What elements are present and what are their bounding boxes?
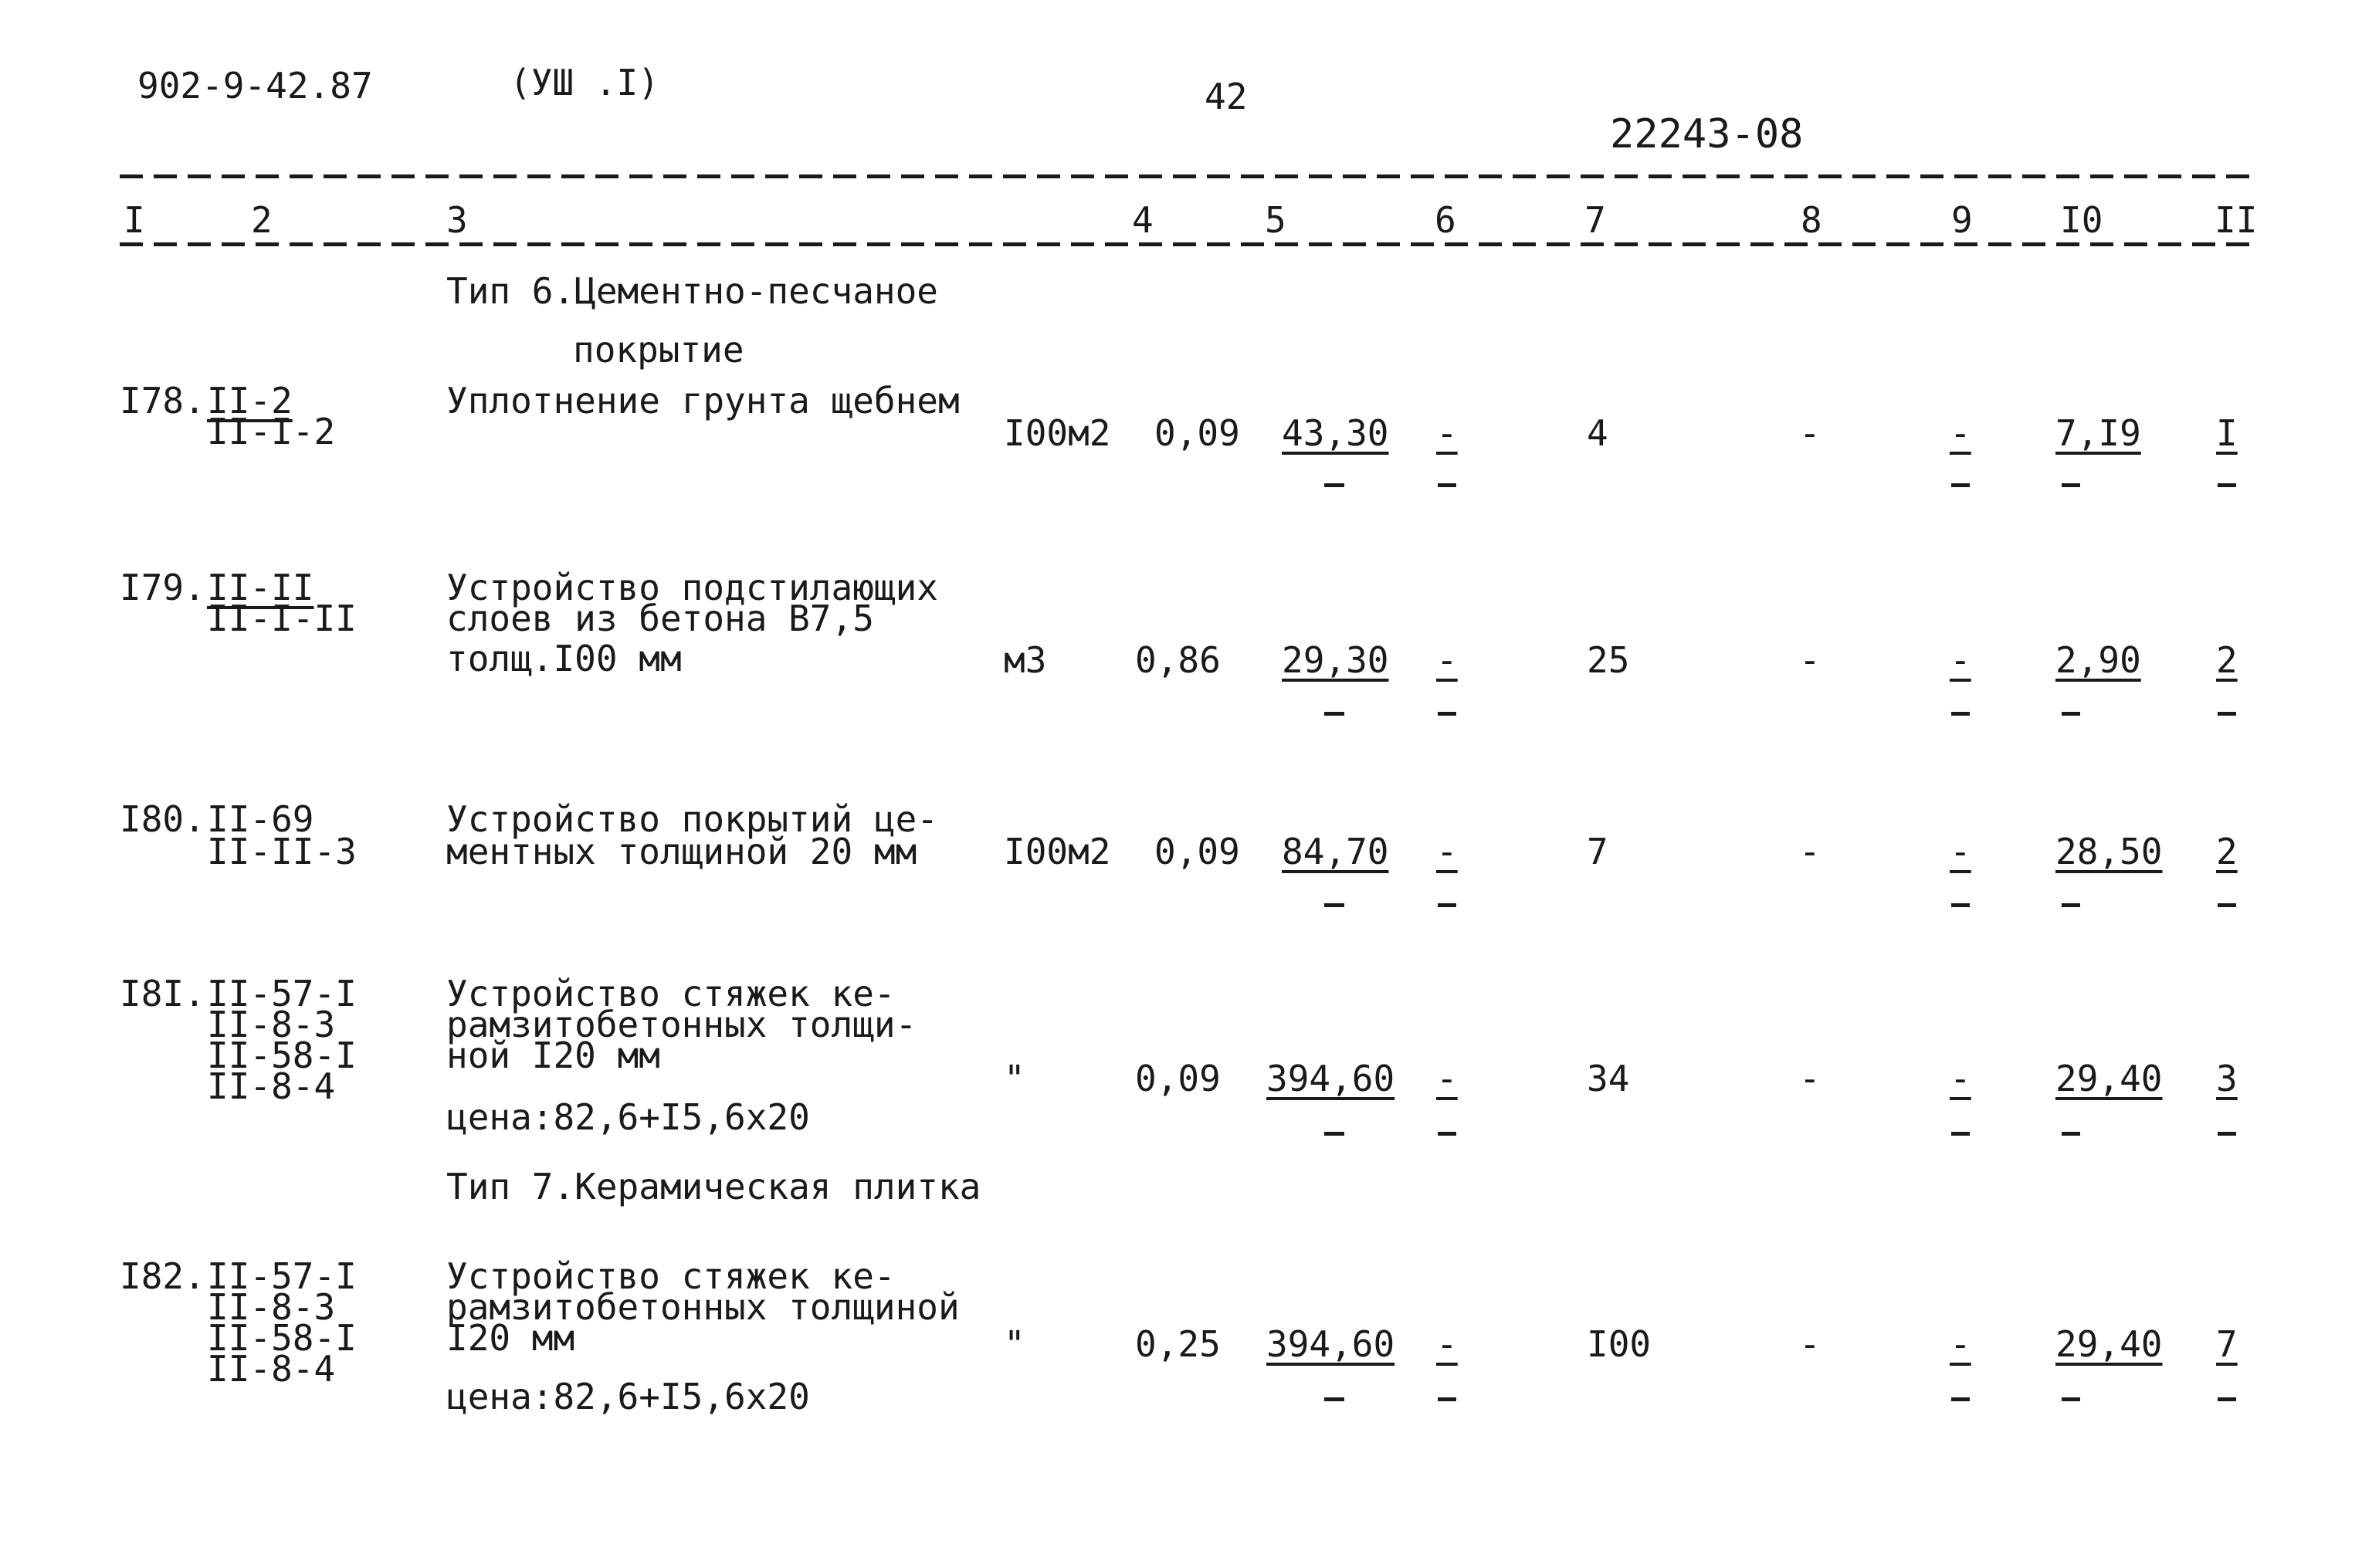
col-header-11: II bbox=[2215, 199, 2258, 241]
section-heading-type6-cont: покрытие bbox=[573, 329, 744, 371]
row-col6: - bbox=[1436, 831, 1458, 872]
row-col8: - bbox=[1799, 1323, 1821, 1365]
col-header-2: 2 bbox=[251, 199, 273, 241]
section-heading-type7: Тип 7.Керамическая плитка bbox=[446, 1166, 981, 1207]
col11-sub-dash bbox=[2218, 1397, 2236, 1401]
row-col6: - bbox=[1436, 639, 1458, 681]
row-code: II-8-3 bbox=[207, 1286, 336, 1328]
row-col8: - bbox=[1799, 639, 1821, 681]
row-code: II-II bbox=[207, 567, 314, 608]
row-description: Устройство стяжек ке- bbox=[446, 1255, 896, 1297]
row-col9: - bbox=[1950, 1323, 1971, 1365]
price-sub-dash bbox=[1324, 1397, 1344, 1401]
volume-label: (УШ .I) bbox=[510, 62, 659, 103]
col-header-4: 4 bbox=[1132, 199, 1154, 241]
row-col10: 29,40 bbox=[2055, 1058, 2163, 1099]
inventory-stamp: 22243-08 bbox=[1610, 111, 1804, 157]
row-col11: 2 bbox=[2216, 831, 2238, 872]
col11-sub-dash bbox=[2218, 1132, 2236, 1136]
row-col9: - bbox=[1950, 412, 1971, 454]
col6-sub-dash bbox=[1438, 483, 1456, 487]
row-col6: - bbox=[1436, 412, 1458, 454]
col10-sub-dash bbox=[2062, 1132, 2080, 1136]
document-code: 902-9-42.87 bbox=[137, 65, 373, 107]
row-number: I80. bbox=[120, 798, 205, 840]
row-unit-price: 29,30 bbox=[1282, 639, 1389, 681]
page-number: 42 bbox=[1205, 76, 1248, 117]
row-col9: - bbox=[1950, 1058, 1971, 1099]
row-col10: 7,I9 bbox=[2055, 412, 2141, 454]
row-quantity: 0,09 bbox=[1135, 1058, 1221, 1099]
col6-sub-dash bbox=[1438, 903, 1456, 907]
row-code: II-II-3 bbox=[207, 831, 357, 872]
row-quantity: 0,86 bbox=[1135, 639, 1221, 681]
col9-sub-dash bbox=[1951, 1132, 1970, 1136]
row-col10: 29,40 bbox=[2055, 1323, 2163, 1365]
col11-sub-dash bbox=[2218, 903, 2236, 907]
row-col11: 2 bbox=[2216, 639, 2238, 681]
row-unit: I00м2 bbox=[1004, 831, 1111, 872]
price-sub-dash bbox=[1324, 483, 1344, 487]
price-sub-dash bbox=[1324, 903, 1344, 907]
price-sub-dash bbox=[1324, 1132, 1344, 1136]
row-description: рамзитобетонных толщи- bbox=[446, 1004, 917, 1045]
row-col7: 34 bbox=[1587, 1058, 1630, 1099]
col9-sub-dash bbox=[1951, 712, 1970, 716]
col-header-3: 3 bbox=[446, 199, 468, 241]
row-quantity: 0,09 bbox=[1154, 412, 1240, 454]
row-number: I79. bbox=[120, 567, 205, 608]
row-unit-price: 84,70 bbox=[1282, 831, 1389, 872]
row-number: I78. bbox=[120, 380, 205, 422]
col-header-8: 8 bbox=[1801, 199, 1822, 241]
row-unit: м3 bbox=[1004, 639, 1047, 681]
row-unit: I00м2 bbox=[1004, 412, 1111, 454]
row-code: II-2 bbox=[207, 380, 293, 422]
col6-sub-dash bbox=[1438, 1397, 1456, 1401]
row-code: II-8-4 bbox=[207, 1348, 336, 1390]
col9-sub-dash bbox=[1951, 483, 1970, 487]
row-col7: 25 bbox=[1587, 639, 1630, 681]
row-col7: 4 bbox=[1587, 412, 1608, 454]
row-quantity: 0,09 bbox=[1154, 831, 1240, 872]
section-heading-type6: Тип 6.Цементно-песчаное bbox=[446, 270, 938, 312]
price-sub-dash bbox=[1324, 712, 1344, 716]
row-unit: " bbox=[1004, 1323, 1025, 1365]
row-col6: - bbox=[1436, 1058, 1458, 1099]
row-number: I82. bbox=[120, 1255, 205, 1297]
row-col10: 28,50 bbox=[2055, 831, 2163, 872]
row-code: II-57-I bbox=[207, 973, 357, 1014]
row-code: II-58-I bbox=[207, 1035, 357, 1076]
col11-sub-dash bbox=[2218, 483, 2236, 487]
col-header-1: I bbox=[124, 199, 145, 241]
row-quantity: 0,25 bbox=[1135, 1323, 1221, 1365]
row-price-note: цена:82,6+I5,6x20 bbox=[446, 1096, 810, 1138]
row-code: II-I-2 bbox=[207, 411, 336, 452]
row-description: Устройство покрытий це- bbox=[446, 798, 938, 840]
row-description: Уплотнение грунта щебнем bbox=[446, 380, 960, 422]
row-col11: 7 bbox=[2216, 1323, 2238, 1365]
col10-sub-dash bbox=[2062, 1397, 2080, 1401]
row-col7: 7 bbox=[1587, 831, 1608, 872]
row-code: II-8-3 bbox=[207, 1004, 336, 1045]
row-description: толщ.I00 мм bbox=[446, 638, 682, 679]
col10-sub-dash bbox=[2062, 712, 2080, 716]
row-col9: - bbox=[1950, 639, 1971, 681]
row-price-note: цена:82,6+I5,6x20 bbox=[446, 1376, 810, 1417]
row-unit-price: 394,60 bbox=[1266, 1323, 1395, 1365]
col6-sub-dash bbox=[1438, 712, 1456, 716]
col-header-10: I0 bbox=[2060, 199, 2103, 241]
col-header-7: 7 bbox=[1584, 199, 1606, 241]
col6-sub-dash bbox=[1438, 1132, 1456, 1136]
row-description: рамзитобетонных толщиной bbox=[446, 1286, 960, 1328]
row-col8: - bbox=[1799, 831, 1821, 872]
row-col11: I bbox=[2216, 412, 2238, 454]
row-description: I20 мм bbox=[446, 1317, 575, 1359]
row-col6: - bbox=[1436, 1323, 1458, 1365]
col-header-9: 9 bbox=[1951, 199, 1973, 241]
row-description: Устройство подстилающих bbox=[446, 567, 938, 608]
row-col8: - bbox=[1799, 1058, 1821, 1099]
row-code: II-57-I bbox=[207, 1255, 357, 1297]
row-unit-price: 394,60 bbox=[1266, 1058, 1395, 1099]
row-number: I8I. bbox=[120, 973, 205, 1014]
row-col7: I00 bbox=[1587, 1323, 1652, 1365]
row-description: ментных толщиной 20 мм bbox=[446, 831, 917, 872]
col-header-5: 5 bbox=[1265, 199, 1286, 241]
row-unit-price: 43,30 bbox=[1282, 412, 1389, 454]
row-code: II-69 bbox=[207, 798, 314, 840]
row-col8: - bbox=[1799, 412, 1821, 454]
col11-sub-dash bbox=[2218, 712, 2236, 716]
row-description: слоев из бетона В7,5 bbox=[446, 598, 874, 639]
col9-sub-dash bbox=[1951, 903, 1970, 907]
row-code: II-58-I bbox=[207, 1317, 357, 1359]
row-code: II-I-II bbox=[207, 598, 357, 639]
col-header-6: 6 bbox=[1435, 199, 1456, 241]
row-code: II-8-4 bbox=[207, 1065, 336, 1107]
col10-sub-dash bbox=[2062, 483, 2080, 487]
row-unit: " bbox=[1004, 1058, 1025, 1099]
row-col11: 3 bbox=[2216, 1058, 2238, 1099]
row-col10: 2,90 bbox=[2055, 639, 2141, 681]
row-description: ной I20 мм bbox=[446, 1035, 660, 1076]
header-bottom-rule bbox=[120, 242, 2259, 246]
col9-sub-dash bbox=[1951, 1397, 1970, 1401]
row-description: Устройство стяжек ке- bbox=[446, 973, 896, 1014]
col10-sub-dash bbox=[2062, 903, 2080, 907]
row-col9: - bbox=[1950, 831, 1971, 872]
header-top-rule bbox=[120, 174, 2259, 178]
